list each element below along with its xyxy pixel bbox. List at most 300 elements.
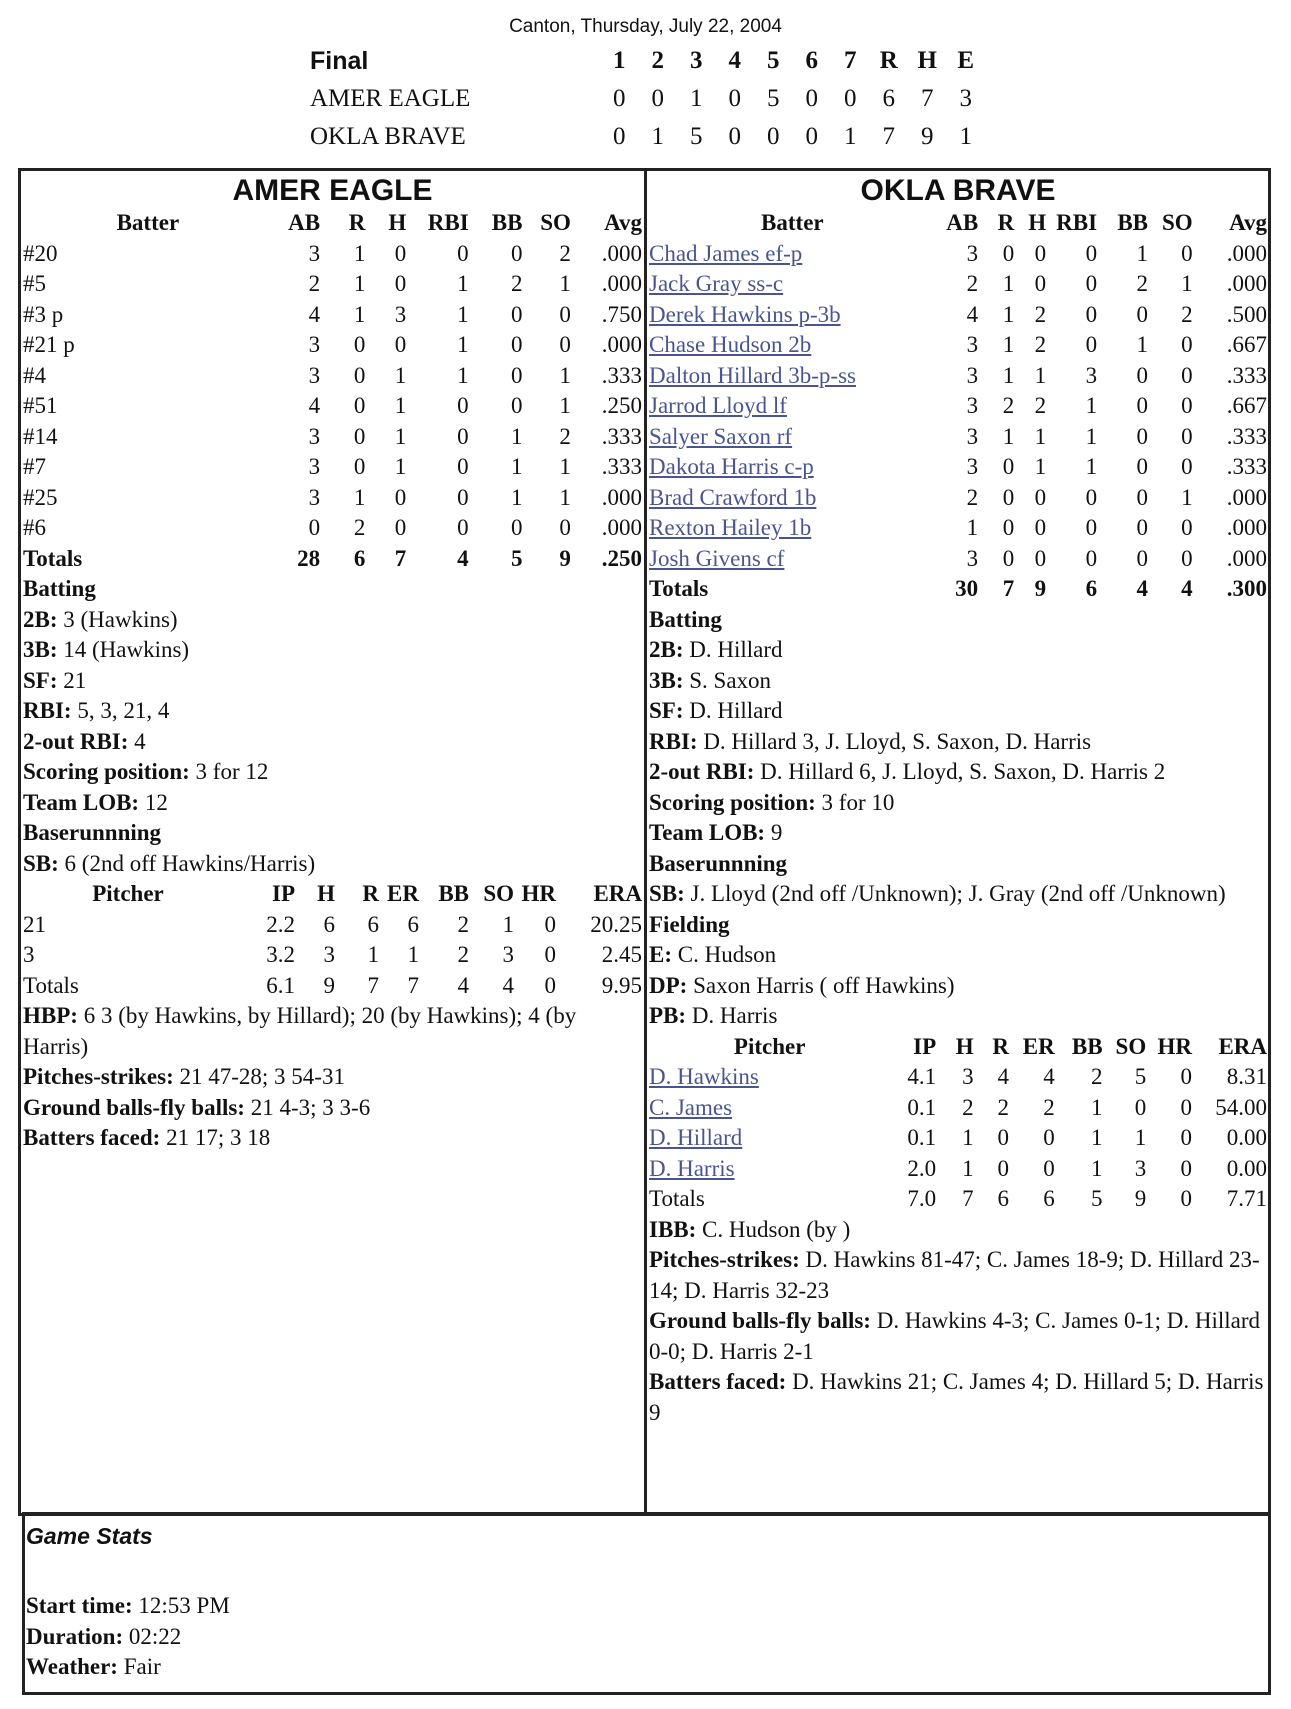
home-batting-note-label: 2-out RBI: (649, 759, 755, 784)
home-batting-stat-cell: 0 (1136, 362, 1149, 388)
linescore-column-header: 3 (690, 47, 703, 74)
away-batting-stat-cell: 3 (308, 484, 321, 510)
home-batting-stat-cell: 0 (1181, 332, 1193, 357)
home-pitching-stat-cell: 0 (997, 1125, 1009, 1150)
away-pitching-column-header: H (317, 881, 335, 906)
home-batting-note-text: D. Hillard 6, J. Lloyd, S. Saxon, D. Harris 2 (754, 759, 1166, 784)
home-batting-stat-cell: 0 (1136, 484, 1149, 510)
home-batting-stat-cell: 1 (1002, 362, 1015, 388)
home-batting-stat-cell: 1 (1034, 454, 1047, 479)
home-batting-stat-cell: 0 (1181, 393, 1193, 418)
home-pitching-table (649, 1032, 1267, 1215)
home-pitching-stat-cell: 1 (962, 1155, 974, 1181)
away-batting-stat-cell: .000 (601, 240, 642, 266)
home-batting-totals-cell: 9 (1034, 576, 1047, 601)
linescore-cell: 0 (844, 85, 857, 112)
home-batting-notes (649, 635, 1267, 849)
away-pitching-stat-cell: 6 (367, 911, 379, 937)
away-pitching-note-line (23, 1062, 642, 1093)
linescore-cell: 7 (882, 123, 895, 150)
away-pitching-totals-cell: 6.1 (266, 972, 295, 998)
away-batting-totals-cell: 5 (510, 545, 523, 571)
game-stats-title: Game Stats (26, 1523, 153, 1549)
home-pitching-stat-cell: 54.00 (1215, 1094, 1267, 1120)
away-batting-note-label: SF: (23, 667, 58, 693)
home-pitching-stat-cell: 0 (1043, 1125, 1055, 1150)
away-batting-stat-cell: 0 (353, 332, 366, 357)
home-batting-column-header: RBI (1056, 210, 1098, 235)
away-batting-stat-cell: 1 (510, 484, 523, 510)
home-team-title: OKLA BRAVE (860, 174, 1056, 207)
away-pitching-totals-cell: Totals (23, 972, 79, 998)
linescore-cell: 6 (882, 85, 895, 112)
home-pitching-stat-cell: 0 (1043, 1155, 1055, 1181)
away-pitching-stat-cell: 0 (544, 911, 556, 937)
home-pitching-column-header: R (992, 1033, 1009, 1059)
player-link[interactable]: Derek Hawkins p-3b (649, 301, 841, 327)
game-stat-text: Fair (117, 1654, 161, 1679)
away-batting-column-header: BB (491, 210, 523, 235)
away-batting-stat-cell: 1 (510, 423, 523, 449)
away-baserunning-note-label: SB: (23, 850, 59, 876)
home-batting-stat-cell: 3 (966, 240, 979, 266)
linescore-cell: 5 (767, 85, 780, 112)
home-batting-stat-cell: 1 (1085, 423, 1098, 449)
home-batting-stat-cell: 1 (1136, 240, 1149, 266)
home-batting-row (649, 239, 1267, 270)
home-batting-stat-cell: 2 (1181, 301, 1193, 327)
home-batting-stat-cell: 2 (1002, 393, 1015, 418)
player-link[interactable]: Jack Gray ss-c (649, 271, 784, 296)
home-batting-stat-cell: 1 (1136, 332, 1149, 357)
home-batting-player-cell (649, 269, 936, 300)
linescore-cell: 0 (805, 85, 818, 112)
home-batting-stat-cell: .667 (1226, 393, 1267, 418)
away-pitching-note-line (23, 1093, 642, 1124)
home-fielding-note-label: DP: (649, 972, 688, 998)
home-pitching-stat-cell: 5 (1134, 1064, 1147, 1089)
home-pitching-note-label: Batters faced: (649, 1369, 787, 1394)
away-baserunning-note-text: 6 (2nd off Hawkins/Harris) (58, 850, 316, 876)
away-pitching-note-text: 21 4-3; 3 3-6 (244, 1094, 371, 1120)
away-batting-totals-cell: 6 (353, 545, 366, 571)
away-pitching-column-header: SO (483, 881, 514, 906)
home-pitching-stat-cell: 4 (1043, 1064, 1055, 1089)
away-batting-note-label: Team LOB: (23, 789, 140, 815)
home-pitching-column-header: BB (1071, 1033, 1103, 1059)
home-batting-player-cell (649, 361, 936, 392)
home-batting-stat-cell: 3 (966, 332, 979, 357)
home-batting-stat-cell: 0 (1034, 515, 1047, 540)
home-batting-player-cell (649, 513, 936, 544)
away-batting-stat-cell: 1 (559, 271, 571, 296)
home-batting-stat-cell: 1 (1085, 393, 1098, 418)
away-pitching-column-header: ERA (593, 881, 642, 906)
game-date-line: Canton, Thursday, July 22, 2004 (509, 16, 782, 37)
home-pitching-row (649, 1154, 1267, 1185)
home-pitching-player-cell (649, 1062, 890, 1093)
home-batting-stat-cell: 2 (1034, 301, 1047, 327)
away-pitching-totals-cell: 9.95 (601, 972, 642, 998)
away-pitching-note-label: Batters faced: (23, 1125, 161, 1150)
home-pitching-note-label: Pitches-strikes: (649, 1247, 800, 1272)
home-fielding-note-label: PB: (649, 1003, 687, 1028)
home-batting-stat-cell: 2 (1034, 332, 1047, 357)
home-batting-stat-cell: .000 (1226, 484, 1267, 510)
home-batting-stat-cell: 2 (966, 271, 979, 296)
player-link[interactable]: Chase Hudson 2b (649, 332, 812, 357)
away-batting-stat-cell: 3 (394, 301, 407, 327)
home-batting-player-cell (649, 544, 936, 575)
home-batting-player-cell (649, 483, 936, 514)
column-divider (644, 168, 647, 1516)
home-batting-column-header: H (1028, 210, 1047, 235)
away-batting-stat-cell: 3 (308, 332, 321, 357)
home-batting-stat-cell: 2 (1034, 393, 1047, 418)
away-batting-totals-cell: Totals (23, 545, 83, 571)
away-batting-stat-cell: 1 (394, 393, 407, 418)
game-stat-line (26, 1652, 1256, 1683)
away-pitching-column-header: IP (272, 881, 295, 906)
away-batting-stat-cell: 0 (394, 484, 407, 510)
home-pitching-stat-cell: 0.00 (1226, 1155, 1267, 1181)
home-batting-stat-cell: 0 (1002, 240, 1015, 266)
away-batting-stat-cell: 4 (308, 393, 321, 418)
home-batting-stat-cell: 0 (1085, 271, 1098, 296)
linescore-cell: 1 (959, 123, 972, 150)
home-batting-row (649, 300, 1267, 331)
home-pitching-note-text: D. Hawkins 4-3; C. James 0-1; D. Hillard 0-0; D. Harris 2-1 (649, 1308, 1261, 1364)
home-batting-note-text: 9 (765, 820, 783, 845)
away-batting-stat-cell: 0 (353, 454, 366, 479)
home-team-column (649, 174, 1267, 1428)
player-link[interactable]: Jarrod Lloyd lf (649, 393, 787, 418)
away-batting-stat-cell: .250 (601, 393, 642, 418)
home-pitching-totals-cell: 5 (1091, 1186, 1103, 1211)
away-batting-stat-cell: 3 (308, 423, 321, 449)
home-batting-note-label: Team LOB: (649, 820, 766, 845)
home-pitching-stat-cell: 1 (1091, 1155, 1103, 1181)
game-stat-text: 12:53 PM (132, 1593, 230, 1618)
home-batting-stat-cell: 2 (1136, 271, 1149, 296)
game-stat-label: Start time: (26, 1593, 133, 1618)
home-batting-column-header: Batter (761, 210, 824, 235)
home-batting-stat-cell: 1 (1002, 301, 1015, 327)
home-pitching-stat-cell: 0 (1180, 1125, 1192, 1150)
linescore-column-header: 5 (767, 47, 780, 74)
away-team-column (23, 174, 642, 1154)
away-batting-stat-cell: .000 (601, 484, 642, 510)
away-batting-stat-cell: 3 (308, 454, 321, 479)
away-batting-totals-cell: 7 (394, 545, 407, 571)
away-batting-column-header: Avg (604, 210, 642, 235)
away-batting-note-text: 12 (139, 789, 168, 815)
linescore-cell: 1 (844, 123, 857, 150)
home-baserunning-note-label: SB: (649, 881, 685, 906)
home-batting-player-cell (649, 330, 936, 361)
home-batting-stat-cell: 1 (1181, 271, 1193, 296)
away-batting-header-row (23, 208, 642, 239)
home-batting-stat-cell: 0 (1136, 545, 1149, 571)
home-batting-stat-cell: .000 (1226, 515, 1267, 540)
away-pitching-stat-cell: 1 (407, 942, 419, 967)
home-pitching-stat-cell: 0 (1180, 1155, 1192, 1181)
away-batting-note-label: 2B: (23, 606, 58, 632)
home-batting-stat-cell: 0 (1034, 545, 1047, 571)
away-batting-row (23, 391, 642, 422)
away-batting-stat-cell: 0 (510, 240, 523, 266)
home-batting-stat-cell: 0 (1181, 362, 1193, 388)
home-pitching-header-row (649, 1032, 1267, 1063)
home-baserunning-title: Baserunnning (649, 850, 788, 876)
away-pitching-totals-cell: 7 (367, 972, 379, 998)
player-link[interactable]: Dalton Hillard 3b-p-ss (649, 362, 856, 388)
home-fielding-note-text: D. Harris (686, 1003, 778, 1028)
home-pitching-totals-cell: 7.0 (907, 1186, 937, 1211)
home-batting-stat-cell: 0 (1181, 423, 1193, 449)
away-batting-stat-cell: .000 (601, 271, 642, 296)
home-batting-stat-cell: 0 (1136, 301, 1149, 327)
home-batting-stat-cell: 0 (1181, 545, 1193, 571)
away-batting-row (23, 269, 642, 300)
home-batting-stat-cell: 0 (1002, 454, 1015, 479)
linescore-column-header: 1 (613, 47, 626, 74)
away-pitching-note-text: 6 3 (by Hawkins, by Hillard); 20 (by Hawkins); 4 (by Harris) (23, 1003, 577, 1059)
away-batting-stat-cell: 1 (353, 301, 366, 327)
away-baserunning-title: Baserunnning (23, 820, 162, 845)
away-pitching-totals-cell: 0 (544, 972, 556, 998)
home-batting-note-label: 2B: (649, 637, 684, 662)
home-batting-stat-cell: .333 (1226, 423, 1267, 449)
home-batting-player-cell (649, 422, 936, 453)
away-batting-note-text: 3 for 12 (189, 759, 269, 784)
away-pitching-totals-cell: 4 (502, 972, 514, 998)
home-pitching-stat-cell: 1 (1134, 1125, 1147, 1150)
home-batting-stat-cell: 0 (1136, 393, 1149, 418)
away-pitching-notes (23, 1001, 642, 1154)
away-pitching-header-row (23, 879, 642, 910)
away-batting-stat-cell: 0 (510, 301, 523, 327)
away-batting-stat-cell: 1 (559, 454, 571, 479)
home-batting-stat-cell: .500 (1226, 301, 1267, 327)
home-batting-stat-cell: 3 (966, 423, 979, 449)
home-fielding-note-text: C. Hudson (672, 942, 777, 967)
away-baserunning-note-line (23, 849, 642, 880)
home-pitching-column-header: Pitcher (733, 1033, 806, 1059)
away-batting-stat-cell: 3 (308, 362, 321, 388)
home-batting-stat-cell: 0 (1085, 515, 1098, 540)
home-batting-row (649, 513, 1267, 544)
home-batting-stat-cell: 3 (966, 393, 979, 418)
away-batting-stat-cell: 0 (394, 271, 407, 296)
home-batting-note-label: 3B: (649, 667, 684, 693)
home-batting-stat-cell: 3 (966, 545, 979, 571)
player-link[interactable]: Dakota Harris c-p (649, 454, 814, 479)
home-batting-totals-cell: 30 (955, 576, 979, 601)
linescore-cell: 1 (690, 85, 703, 112)
linescore-column-header: E (957, 47, 975, 74)
away-batting-stat-cell: 0 (559, 301, 571, 327)
home-pitching-stat-cell: 0 (1180, 1064, 1192, 1089)
away-batting-stat-cell: 0 (353, 362, 366, 388)
away-pitching-note-text: 21 47-28; 3 54-31 (173, 1064, 345, 1089)
home-pitching-stat-cell: 4 (997, 1064, 1009, 1089)
away-batting-totals-cell: 4 (457, 545, 469, 571)
home-pitching-stat-cell: 0 (1180, 1094, 1192, 1120)
home-batting-stat-cell: 1 (1002, 332, 1015, 357)
home-batting-note-line (649, 696, 1267, 727)
home-batting-stat-cell: 0 (1002, 545, 1015, 571)
away-batting-note-text: 3 (Hawkins) (57, 606, 178, 632)
away-batting-player-cell: #3 p (23, 301, 64, 327)
away-batting-stat-cell: 0 (457, 423, 469, 449)
home-batting-row (649, 483, 1267, 514)
home-pitching-row (649, 1123, 1267, 1154)
home-batting-stat-cell: 1 (1181, 484, 1193, 510)
linescore-team-row (310, 118, 985, 156)
linescore-column-header: R (879, 47, 898, 74)
home-pitching-totals-cell: 9 (1134, 1186, 1147, 1211)
away-pitching-player-cell: 21 (23, 911, 46, 937)
home-batting-note-text: D. Hillard (683, 637, 783, 662)
home-batting-stat-cell: 0 (1034, 271, 1047, 296)
away-batting-stat-cell: 0 (457, 515, 469, 540)
player-link[interactable]: D. Hawkins (649, 1064, 759, 1089)
away-batting-stat-cell: 2 (559, 423, 571, 449)
linescore-table (310, 42, 985, 156)
away-batting-totals-cell: .250 (601, 545, 642, 571)
home-batting-note-line (649, 635, 1267, 666)
home-batting-stat-cell: 0 (1002, 484, 1015, 510)
away-batting-stat-cell: 0 (559, 332, 571, 357)
player-link[interactable]: Rexton Hailey 1b (649, 515, 812, 540)
away-batting-row (23, 422, 642, 453)
player-link[interactable]: Salyer Saxon rf (649, 423, 793, 449)
home-pitching-note-line (649, 1245, 1267, 1306)
away-pitching-stat-cell: 3.2 (266, 942, 295, 967)
home-batting-row (649, 544, 1267, 575)
linescore-column-header: 7 (844, 47, 857, 74)
home-pitching-row (649, 1062, 1267, 1093)
home-batting-stat-cell: .667 (1226, 332, 1267, 357)
away-batting-row (23, 300, 642, 331)
home-batting-totals-cell: 6 (1085, 576, 1098, 601)
away-batting-totals-row (23, 544, 642, 575)
away-pitching-note-text: 21 17; 3 18 (160, 1125, 271, 1150)
home-pitching-player-cell (649, 1154, 890, 1185)
home-pitching-stat-cell: 0.00 (1226, 1125, 1267, 1150)
home-pitching-totals-cell: 7.71 (1226, 1186, 1267, 1211)
player-link[interactable]: D. Hillard (649, 1125, 743, 1150)
away-pitching-column-header: ER (387, 881, 419, 906)
away-pitching-stat-cell: 2 (457, 911, 469, 937)
away-pitching-stat-cell: 3 (502, 942, 514, 967)
home-pitching-stat-cell: 1 (1091, 1094, 1103, 1120)
home-batting-stat-cell: 0 (1034, 484, 1047, 510)
home-pitching-row (649, 1093, 1267, 1124)
player-link[interactable]: C. James (649, 1094, 733, 1120)
away-batting-stat-cell: 1 (457, 271, 469, 296)
home-batting-stat-cell: 1 (1085, 454, 1098, 479)
home-batting-row (649, 452, 1267, 483)
away-batting-stat-cell: 0 (510, 362, 523, 388)
away-batting-stat-cell: 0 (510, 515, 523, 540)
home-batting-stat-cell: 0 (1136, 454, 1149, 479)
home-pitching-stat-cell: 0 (1134, 1094, 1147, 1120)
away-batting-player-cell: #6 (23, 515, 46, 540)
home-batting-stat-cell: 0 (1085, 240, 1098, 266)
away-batting-note-line (23, 605, 642, 636)
home-batting-note-label: Scoring position: (649, 789, 816, 815)
linescore-cell: 0 (767, 123, 780, 150)
home-batting-totals-cell: 7 (1002, 576, 1015, 601)
home-pitching-stat-cell: 2 (962, 1094, 974, 1120)
home-batting-note-line (649, 788, 1267, 819)
away-batting-note-line (23, 727, 642, 758)
home-batting-stat-cell: 3 (966, 362, 979, 388)
linescore-header-row (310, 42, 985, 80)
home-pitching-notes (649, 1215, 1267, 1429)
player-link[interactable]: D. Harris (649, 1155, 735, 1181)
away-batting-stat-cell: 1 (353, 271, 366, 296)
home-fielding-note-line (649, 971, 1267, 1002)
linescore-cell: 0 (805, 123, 818, 150)
home-pitching-player-cell (649, 1123, 890, 1154)
home-batting-stat-cell: .000 (1226, 240, 1267, 266)
player-link[interactable]: Brad Crawford 1b (649, 484, 817, 510)
home-fielding-note-text: Saxon Harris ( off Hawkins) (687, 972, 955, 998)
home-batting-stat-cell: 0 (1085, 332, 1098, 357)
linescore-cell: 0 (728, 85, 741, 112)
home-batting-stat-cell: 3 (1085, 362, 1098, 388)
player-link[interactable]: Chad James ef-p (649, 240, 803, 266)
player-link[interactable]: Josh Givens cf (649, 545, 785, 571)
game-stat-label: Duration: (26, 1623, 124, 1649)
home-batting-column-header: BB (1117, 210, 1149, 235)
linescore-cell: 0 (613, 123, 626, 150)
home-batting-player-cell (649, 300, 936, 331)
away-batting-stat-cell: 0 (394, 240, 407, 266)
home-pitching-column-header: SO (1115, 1033, 1147, 1059)
home-pitching-player-cell (649, 1093, 890, 1124)
home-batting-stat-cell: 0 (1181, 515, 1193, 540)
home-batting-stat-cell: .333 (1226, 454, 1267, 479)
home-batting-note-line (649, 727, 1267, 758)
away-batting-note-line (23, 696, 642, 727)
away-batting-row (23, 330, 642, 361)
game-stat-line (26, 1591, 1256, 1622)
away-pitching-stat-cell: 1 (502, 911, 514, 937)
home-batting-stat-cell: 3 (966, 454, 979, 479)
away-batting-note-label: RBI: (23, 698, 72, 723)
away-batting-stat-cell: 1 (457, 301, 469, 327)
away-batting-player-cell: #7 (23, 454, 46, 479)
away-batting-stat-cell: 1 (457, 362, 469, 388)
linescore-cell: 0 (651, 85, 664, 112)
away-batting-stat-cell: 4 (308, 301, 321, 327)
home-batting-column-header: Avg (1229, 210, 1267, 235)
away-pitching-stat-cell: 2 (457, 942, 469, 967)
away-pitching-note-label: HBP: (23, 1003, 78, 1028)
away-pitching-note-line (23, 1123, 642, 1154)
home-pitching-note-label: Ground balls-fly balls: (649, 1308, 871, 1333)
away-pitching-table (23, 879, 642, 1001)
away-batting-row (23, 483, 642, 514)
away-batting-stat-cell: 0 (457, 393, 469, 418)
home-batting-stat-cell: 0 (1085, 301, 1098, 327)
home-pitching-stat-cell: 2.0 (907, 1155, 937, 1181)
home-batting-stat-cell: .000 (1226, 271, 1267, 296)
